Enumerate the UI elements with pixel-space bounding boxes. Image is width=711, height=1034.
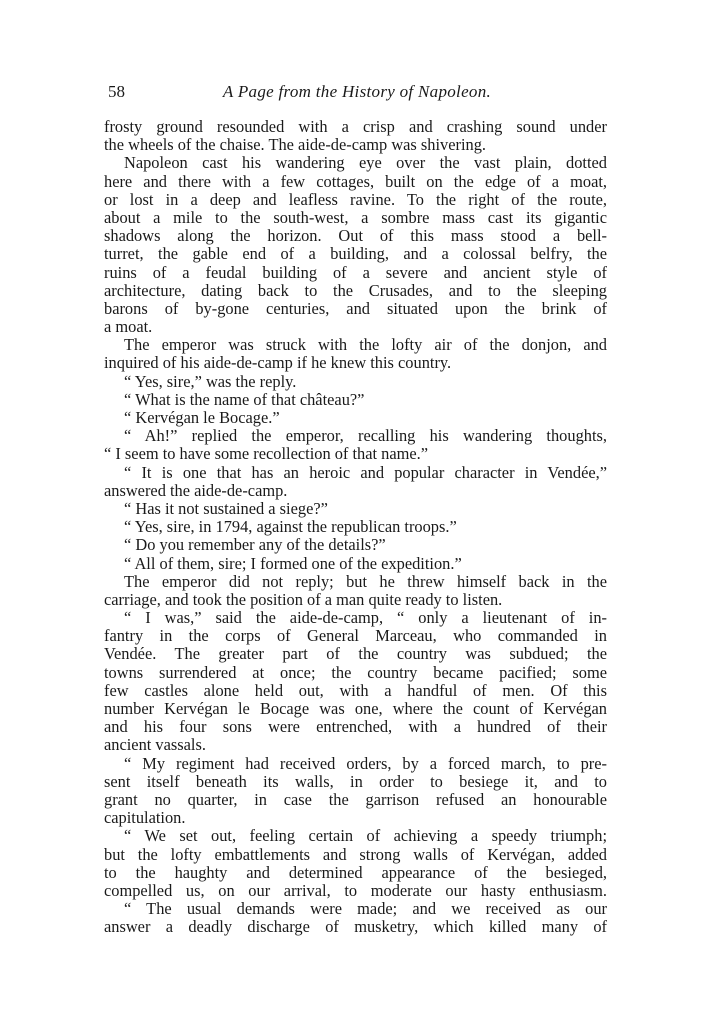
- text-line: The emperor was struck with the lofty air of the donjon, and: [124, 335, 607, 355]
- text-line: “ Yes, sire, in 1794, against the republican troops.”: [124, 517, 457, 537]
- text-line: or lost in a deep and leafless ravine. To the right of the route,: [104, 189, 607, 209]
- text-line: capitulation.: [104, 808, 186, 828]
- text-line: ruins of a feudal building of a severe and ancient style of: [104, 262, 607, 282]
- text-line: fantry in the corps of General Marceau, who commanded in: [104, 626, 607, 646]
- text-line: shadows along the horizon. Out of this mass stood a bell-: [104, 226, 607, 246]
- text-line: architecture, dating back to the Crusades, and to the sleeping: [104, 280, 607, 300]
- text-line: frosty ground resounded with a crisp and crashing sound under: [104, 117, 607, 136]
- text-line: about a mile to the south-west, a sombre mass cast its gigantic: [104, 207, 607, 227]
- text-line: “ My regiment had received orders, by a forced march, to pre-: [124, 753, 607, 773]
- text-line: number Kervégan le Bocage was one, where the count of Kervégan: [104, 699, 607, 718]
- text-line: turret, the gable end of a building, and a colossal belfry, the: [104, 244, 607, 264]
- page-header: [108, 82, 606, 104]
- text-line: answer a deadly discharge of musketry, which killed many of: [104, 917, 607, 937]
- text-line: “ Kervégan le Bocage.”: [124, 408, 280, 427]
- text-line: “ Ah!” replied the emperor, recalling his wandering thoughts,: [124, 426, 607, 446]
- body-text: [104, 118, 607, 936]
- page-number: 58: [108, 82, 125, 101]
- text-line: grant no quarter, in case the garrison refused an honourable: [104, 789, 607, 809]
- text-line: “ Do you remember any of the details?”: [124, 535, 386, 555]
- text-line: “ Has it not sustained a siege?”: [124, 498, 328, 518]
- text-line: inquired of his aide-de-camp if he knew this country.: [104, 353, 452, 373]
- text-line: a moat.: [104, 317, 153, 337]
- text-line: barons of by-gone centuries, and situated upon the brink of: [104, 298, 607, 318]
- text-line: “ I was,” said the aide-de-camp, “ only a lieutenant of in-: [124, 608, 607, 628]
- text-line: the wheels of the chaise. The aide-de-camp was shivering.: [104, 135, 487, 155]
- text-line: sent itself beneath its walls, in order to besiege it, and to: [104, 771, 607, 791]
- text-line: “ Yes, sire,” was the reply.: [124, 371, 297, 391]
- text-line: compelled us, on our arrival, to moderate our hasty enthusiasm.: [104, 880, 607, 900]
- text-line: Napoleon cast his wandering eye over the vast plain, dotted: [124, 153, 607, 173]
- text-line: Vendée. The greater part of the country was subdued; the: [104, 644, 607, 664]
- text-line: and his four sons were entrenched, with a hundred of their: [104, 717, 607, 737]
- text-line: “ I seem to have some recollection of that name.”: [104, 444, 429, 464]
- text-line: but the lofty embattlements and strong walls of Kervégan, added: [104, 844, 607, 864]
- text-line: The emperor did not reply; but he threw himself back in the: [124, 571, 607, 591]
- text-line: to the haughty and determined appearance of the besieged,: [104, 862, 607, 882]
- running-title: A Page from the History of Napoleon.: [222, 82, 492, 101]
- text-line: “ It is one that has an heroic and popular character in Vendée,”: [124, 462, 607, 482]
- text-line: “ The usual demands were made; and we received as our: [124, 899, 607, 919]
- text-line: “ What is the name of that château?”: [124, 389, 365, 409]
- text-line: ancient vassals.: [104, 735, 206, 755]
- text-line: here and there with a few cottages, built on the edge of a moat,: [104, 171, 607, 191]
- text-line: “ We set out, feeling certain of achieving a speedy triumph;: [124, 826, 607, 846]
- text-line: few castles alone held out, with a handful of men. Of this: [104, 680, 607, 700]
- text-line: carriage, and took the position of a man quite ready to listen.: [104, 589, 503, 609]
- text-line: “ All of them, sire; I formed one of the expedition.”: [124, 553, 462, 573]
- text-line: answered the aide-de-camp.: [104, 480, 288, 500]
- text-line: towns surrendered at once; the country became pacified; some: [104, 662, 607, 682]
